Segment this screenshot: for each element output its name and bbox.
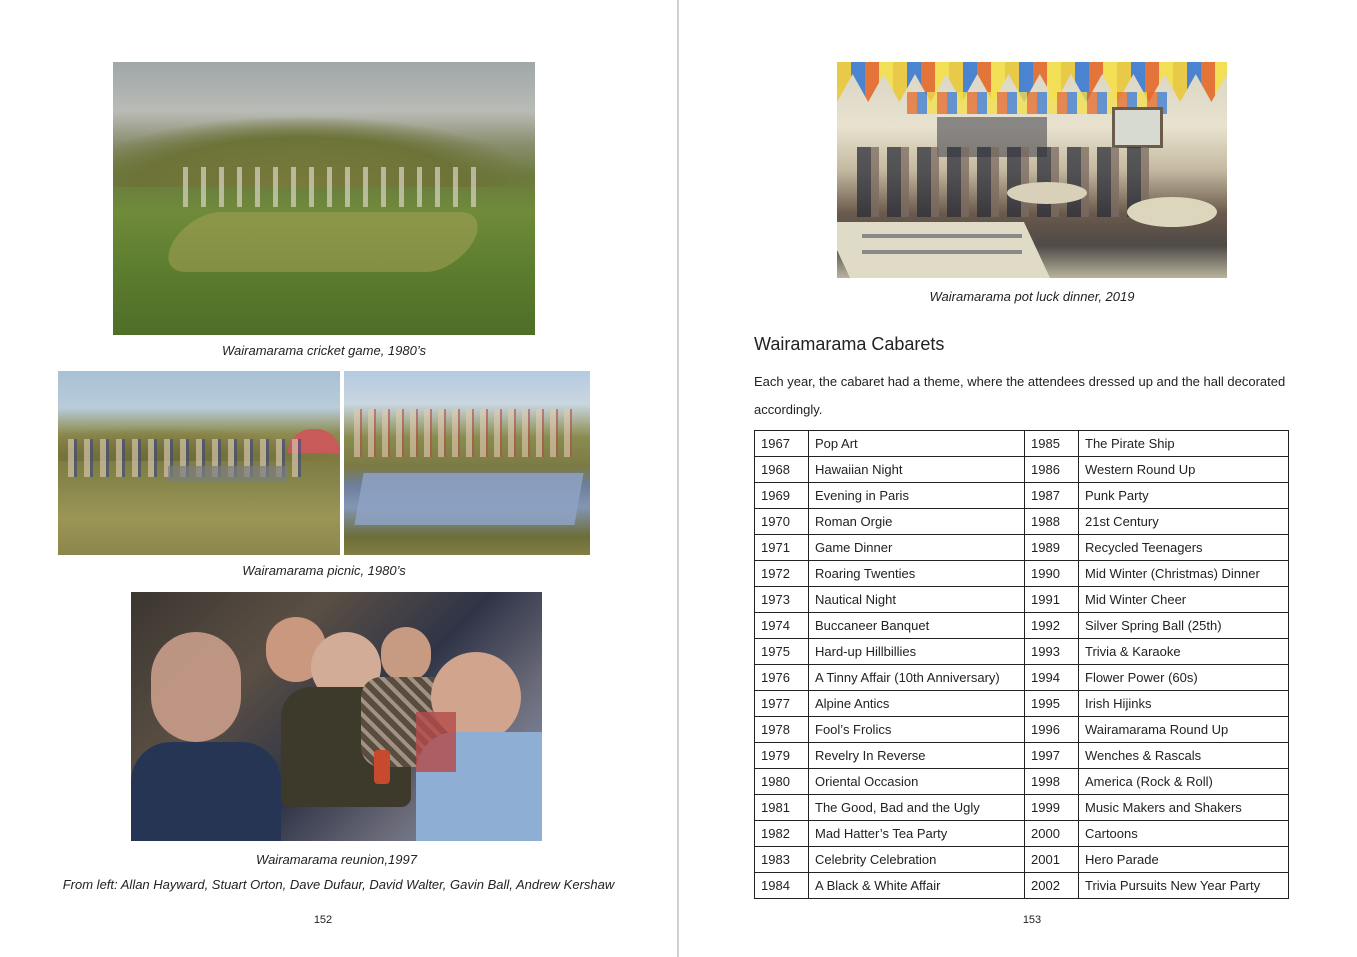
theme-cell: Western Round Up: [1079, 457, 1289, 483]
year-cell: 1989: [1025, 535, 1079, 561]
cabaret-table: [754, 430, 1289, 899]
year-cell: 1988: [1025, 509, 1079, 535]
theme-cell: Nautical Night: [809, 587, 1025, 613]
year-cell: 1981: [755, 795, 809, 821]
year-cell: 1985: [1025, 431, 1079, 457]
year-cell: 1992: [1025, 613, 1079, 639]
theme-cell: America (Rock & Roll): [1079, 769, 1289, 795]
year-cell: 1970: [755, 509, 809, 535]
year-cell: 1978: [755, 717, 809, 743]
theme-cell: Alpine Antics: [809, 691, 1025, 717]
table-row: [755, 561, 1289, 587]
year-cell: 1997: [1025, 743, 1079, 769]
theme-cell: Oriental Occasion: [809, 769, 1025, 795]
table-row: [755, 535, 1289, 561]
year-cell: 1968: [755, 457, 809, 483]
year-cell: 1975: [755, 639, 809, 665]
year-cell: 2001: [1025, 847, 1079, 873]
year-cell: 1998: [1025, 769, 1079, 795]
table-row: [755, 743, 1289, 769]
year-cell: 1974: [755, 613, 809, 639]
theme-cell: Roaring Twenties: [809, 561, 1025, 587]
cricket-game-photo: [113, 62, 535, 335]
theme-cell: Irish Hijinks: [1079, 691, 1289, 717]
theme-cell: Mid Winter (Christmas) Dinner: [1079, 561, 1289, 587]
year-cell: 2002: [1025, 873, 1079, 899]
year-cell: 1971: [755, 535, 809, 561]
reunion-photo: [131, 592, 542, 841]
section-heading: Wairamarama Cabarets: [754, 334, 945, 354]
theme-cell: Silver Spring Ball (25th): [1079, 613, 1289, 639]
theme-cell: Hawaiian Night: [809, 457, 1025, 483]
theme-cell: Hero Parade: [1079, 847, 1289, 873]
theme-cell: Punk Party: [1079, 483, 1289, 509]
picnic-photo-left: [58, 371, 340, 555]
year-cell: 1979: [755, 743, 809, 769]
table-row: [755, 431, 1289, 457]
theme-cell: Wenches & Rascals: [1079, 743, 1289, 769]
theme-cell: Trivia Pursuits New Year Party: [1079, 873, 1289, 899]
theme-cell: Hard-up Hillbillies: [809, 639, 1025, 665]
theme-cell: A Tinny Affair (10th Anniversary): [809, 665, 1025, 691]
table-row: [755, 769, 1289, 795]
table-row: [755, 873, 1289, 899]
table-row: [755, 639, 1289, 665]
right-page: [679, 0, 1357, 957]
theme-cell: Trivia & Karaoke: [1079, 639, 1289, 665]
reunion-names-caption: From left: Allan Hayward, Stuart Orton, Dave Dufaur, David Walter, Gavin Ball, Andrew Kershaw: [62, 877, 615, 892]
year-cell: 1990: [1025, 561, 1079, 587]
dinner-caption: Wairamarama pot luck dinner, 2019: [929, 289, 1135, 304]
cricket-caption: Wairamarama cricket game, 1980’s: [222, 343, 426, 358]
theme-cell: Recycled Teenagers: [1079, 535, 1289, 561]
table-row: [755, 691, 1289, 717]
table-row: [755, 795, 1289, 821]
theme-cell: Wairamarama Round Up: [1079, 717, 1289, 743]
table-row: [755, 587, 1289, 613]
theme-cell: The Pirate Ship: [1079, 431, 1289, 457]
year-cell: 1986: [1025, 457, 1079, 483]
theme-cell: The Good, Bad and the Ugly: [809, 795, 1025, 821]
year-cell: 1983: [755, 847, 809, 873]
theme-cell: Cartoons: [1079, 821, 1289, 847]
year-cell: 1982: [755, 821, 809, 847]
theme-cell: Buccaneer Banquet: [809, 613, 1025, 639]
left-page: [0, 0, 677, 957]
year-cell: 1991: [1025, 587, 1079, 613]
year-cell: 1977: [755, 691, 809, 717]
table-row: [755, 665, 1289, 691]
pot-luck-dinner-photo: [837, 62, 1227, 278]
theme-cell: Fool’s Frolics: [809, 717, 1025, 743]
year-cell: 1972: [755, 561, 809, 587]
year-cell: 1987: [1025, 483, 1079, 509]
year-cell: 1980: [755, 769, 809, 795]
theme-cell: 21st Century: [1079, 509, 1289, 535]
year-cell: 2000: [1025, 821, 1079, 847]
theme-cell: Mid Winter Cheer: [1079, 587, 1289, 613]
page-number: 153: [1022, 914, 1042, 926]
year-cell: 1967: [755, 431, 809, 457]
table-row: [755, 483, 1289, 509]
picnic-photo-right: [344, 371, 590, 555]
year-cell: 1999: [1025, 795, 1079, 821]
year-cell: 1973: [755, 587, 809, 613]
year-cell: 1995: [1025, 691, 1079, 717]
table-row: [755, 457, 1289, 483]
page-number: 152: [313, 914, 333, 926]
theme-cell: A Black & White Affair: [809, 873, 1025, 899]
reunion-caption: Wairamarama reunion,1997: [256, 852, 417, 867]
year-cell: 1984: [755, 873, 809, 899]
table-row: [755, 613, 1289, 639]
table-row: [755, 717, 1289, 743]
year-cell: 1976: [755, 665, 809, 691]
table-row: [755, 847, 1289, 873]
year-cell: 1994: [1025, 665, 1079, 691]
theme-cell: Music Makers and Shakers: [1079, 795, 1289, 821]
theme-cell: Celebrity Celebration: [809, 847, 1025, 873]
year-cell: 1996: [1025, 717, 1079, 743]
table-row: [755, 509, 1289, 535]
theme-cell: Mad Hatter’s Tea Party: [809, 821, 1025, 847]
theme-cell: Game Dinner: [809, 535, 1025, 561]
intro-paragraph: Each year, the cabaret had a theme, where the attendees dressed up and the hall decorated accordingly.: [754, 374, 1286, 417]
picnic-caption: Wairamarama picnic, 1980’s: [242, 563, 406, 578]
theme-cell: Roman Orgie: [809, 509, 1025, 535]
year-cell: 1969: [755, 483, 809, 509]
theme-cell: Revelry In Reverse: [809, 743, 1025, 769]
theme-cell: Flower Power (60s): [1079, 665, 1289, 691]
year-cell: 1993: [1025, 639, 1079, 665]
table-row: [755, 821, 1289, 847]
theme-cell: Evening in Paris: [809, 483, 1025, 509]
theme-cell: Pop Art: [809, 431, 1025, 457]
